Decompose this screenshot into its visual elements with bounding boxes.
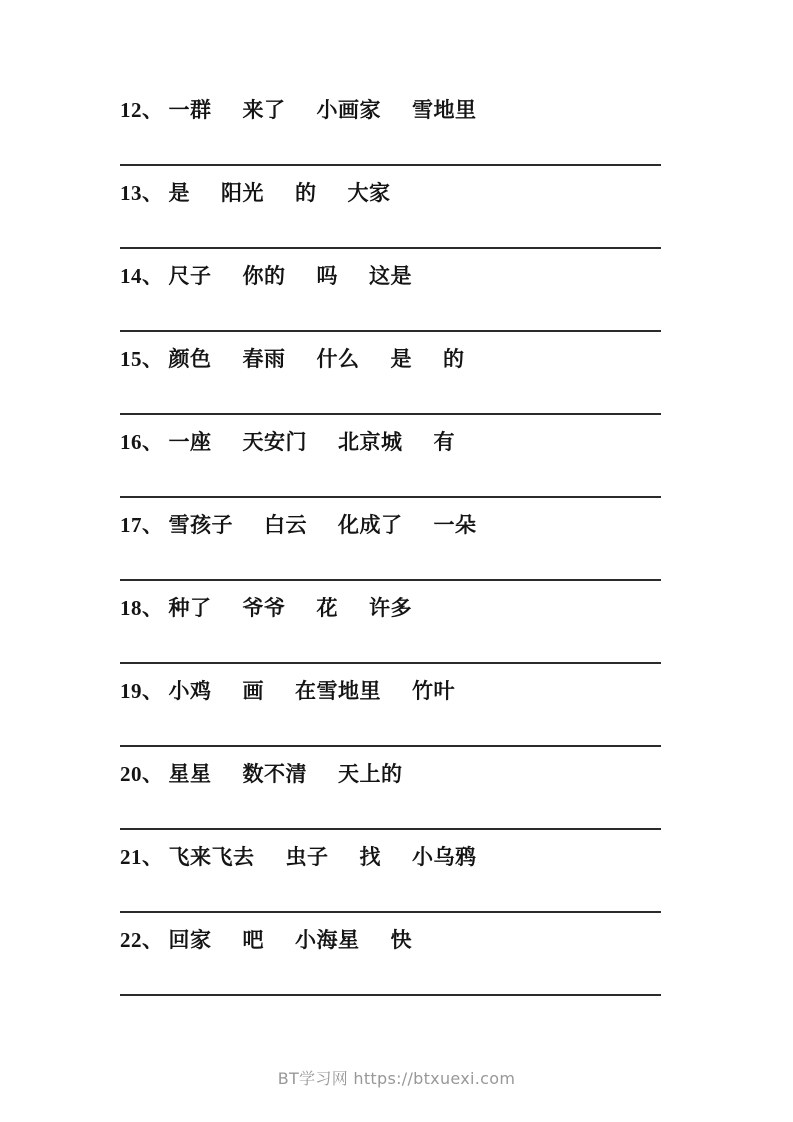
answer-blank-line: [120, 247, 661, 249]
item-word: 画: [242, 679, 264, 703]
item-word: 星星: [168, 762, 212, 786]
item-word: 是: [168, 181, 190, 205]
item-word: 找: [359, 845, 381, 869]
exercise-item: [120, 678, 661, 761]
answer-blank-line: [120, 828, 661, 830]
exercise-prompt: [120, 97, 661, 124]
item-word: 来了: [242, 98, 286, 122]
exercise-item: [120, 346, 661, 429]
exercise-prompt: [120, 429, 661, 456]
answer-blank-line: [120, 496, 661, 498]
item-number: 15、: [120, 347, 164, 371]
item-words: [164, 596, 413, 620]
item-word: 的: [295, 181, 317, 205]
item-number: 21、: [120, 845, 164, 869]
answer-blank-line: [120, 994, 661, 996]
item-word: 数不清: [242, 762, 307, 786]
item-number: 19、: [120, 679, 164, 703]
item-words: [164, 762, 403, 786]
answer-blank-line: [120, 330, 661, 332]
item-words: [164, 264, 413, 288]
exercise-item: [120, 429, 661, 512]
item-number: 22、: [120, 928, 164, 952]
item-words: [164, 98, 477, 122]
item-word: 是: [390, 347, 412, 371]
item-word: 雪孩子: [168, 513, 233, 537]
item-word: 有: [433, 430, 455, 454]
item-word: 颜色: [168, 347, 212, 371]
item-number: 17、: [120, 513, 164, 537]
answer-blank-line: [120, 911, 661, 913]
exercise-item: [120, 512, 661, 595]
item-word: 爷爷: [242, 596, 286, 620]
item-word: 小鸡: [168, 679, 212, 703]
item-words: [164, 513, 477, 537]
item-word: 飞来飞去: [168, 845, 255, 869]
answer-blank-line: [120, 745, 661, 747]
item-words: [164, 347, 465, 371]
exercise-prompt: [120, 512, 661, 539]
item-word: 吗: [316, 264, 338, 288]
item-word: 竹叶: [412, 679, 455, 703]
item-word: 的: [443, 347, 465, 371]
exercise-prompt: [120, 927, 661, 954]
item-word: 春雨: [242, 347, 286, 371]
exercise-item: [120, 263, 661, 346]
item-words: [164, 679, 456, 703]
item-word: 小画家: [316, 98, 381, 122]
item-number: 16、: [120, 430, 164, 454]
item-words: [164, 181, 391, 205]
item-word: 天安门: [242, 430, 307, 454]
exercise-item: [120, 844, 661, 927]
answer-blank-line: [120, 662, 661, 664]
item-word: 在雪地里: [295, 679, 381, 703]
item-word: 这是: [369, 264, 412, 288]
item-word: 回家: [168, 928, 212, 952]
item-word: 虫子: [285, 845, 329, 869]
item-words: [164, 928, 413, 952]
item-number: 18、: [120, 596, 164, 620]
item-word: 小乌鸦: [412, 845, 477, 869]
exercise-item: [120, 97, 661, 180]
item-word: 什么: [316, 347, 360, 371]
item-word: 大家: [347, 181, 391, 205]
item-word: 北京城: [338, 430, 403, 454]
item-word: 种了: [168, 596, 212, 620]
item-number: 20、: [120, 762, 164, 786]
exercise-prompt: [120, 180, 661, 207]
exercise-prompt: [120, 678, 661, 705]
item-word: 快: [390, 928, 412, 952]
worksheet-items: [120, 97, 661, 1010]
item-number: 14、: [120, 264, 164, 288]
item-word: 小海星: [295, 928, 360, 952]
exercise-prompt: [120, 346, 661, 373]
exercise-item: [120, 180, 661, 263]
exercise-prompt: [120, 263, 661, 290]
item-word: 雪地里: [412, 98, 477, 122]
answer-blank-line: [120, 164, 661, 166]
item-word: 一朵: [433, 513, 477, 537]
exercise-prompt: [120, 844, 661, 871]
page-footer: [0, 1066, 793, 1089]
item-number: 13、: [120, 181, 164, 205]
item-word: 尺子: [168, 264, 212, 288]
answer-blank-line: [120, 413, 661, 415]
exercise-prompt: [120, 761, 661, 788]
exercise-item: [120, 761, 661, 844]
item-word: 你的: [242, 264, 286, 288]
item-word: 一群: [168, 98, 212, 122]
exercise-item: [120, 927, 661, 1010]
exercise-prompt: [120, 595, 661, 622]
exercise-item: [120, 595, 661, 678]
item-word: 许多: [369, 596, 412, 620]
item-word: 化成了: [338, 513, 403, 537]
item-word: 花: [316, 596, 338, 620]
item-word: 吧: [242, 928, 264, 952]
item-word: 一座: [168, 430, 212, 454]
answer-blank-line: [120, 579, 661, 581]
item-word: 阳光: [221, 181, 264, 205]
footer-watermark: BT学习网 https://btxuexi.com: [277, 1069, 516, 1088]
item-number: 12、: [120, 98, 164, 122]
item-words: [164, 430, 456, 454]
item-word: 白云: [264, 513, 307, 537]
item-words: [164, 845, 477, 869]
item-word: 天上的: [338, 762, 403, 786]
